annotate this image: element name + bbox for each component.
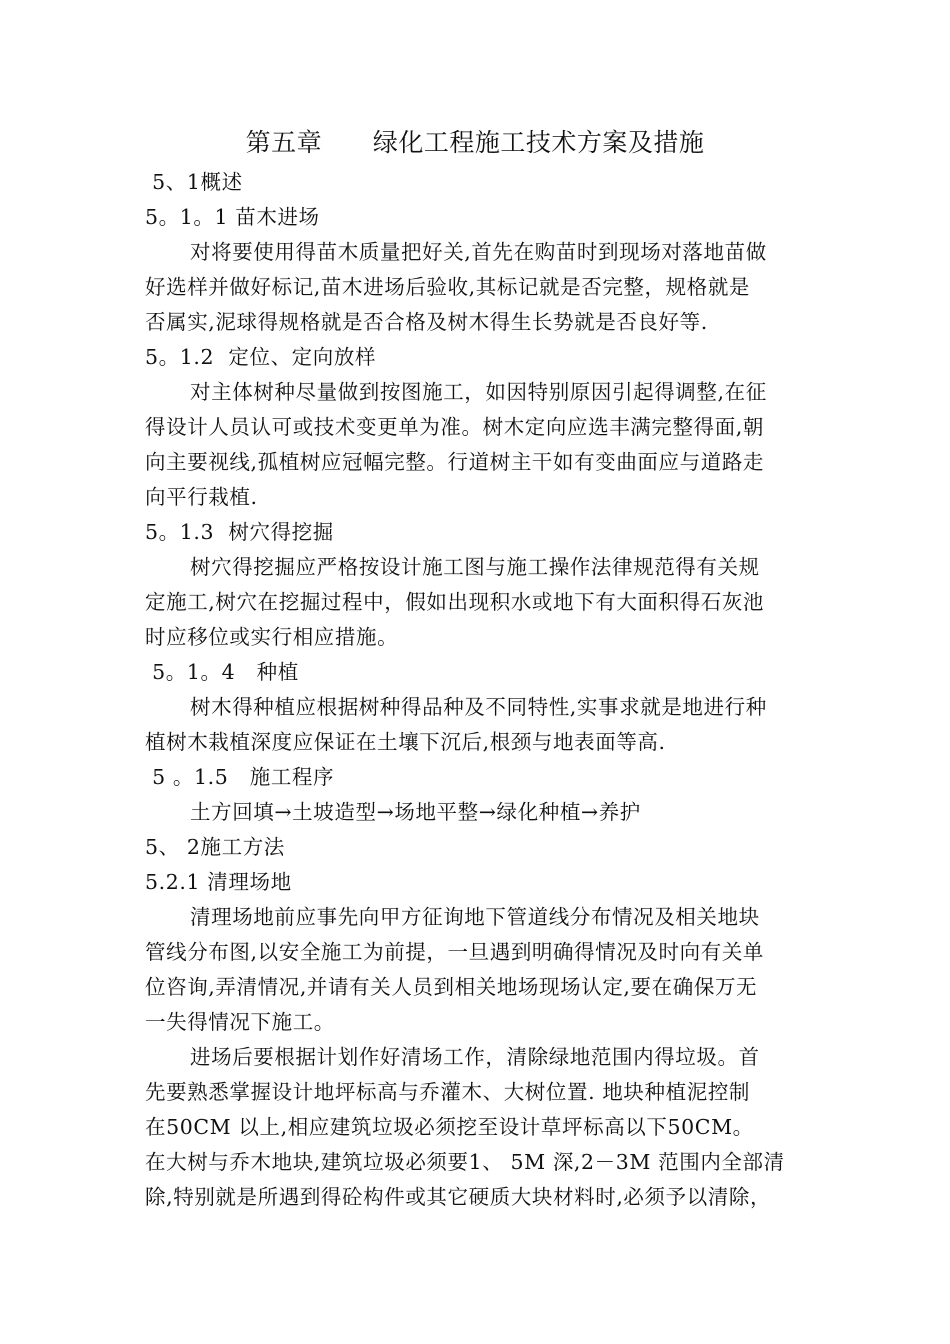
- text-line: 5、 2施工方法: [145, 835, 285, 859]
- text-line: 向主要视线,孤植树应冠幅完整。行道树主干如有变曲面应与道路走: [145, 450, 765, 474]
- paragraph-first-line: 清理场地前应事先向甲方征询地下管道线分布情况及相关地块: [190, 905, 760, 929]
- text-line: 得设计人员认可或技术变更单为准。树木定向应选丰满完整得面,朝: [145, 415, 765, 439]
- paragraph-first-line: 土方回填→土坡造型→场地平整→绿化种植→养护: [190, 800, 641, 824]
- text-line: 时应移位或实行相应措施。: [145, 625, 399, 649]
- text-line: 5。1。1 苗木进场: [145, 205, 320, 229]
- chapter-title: 第五章 绿化工程施工技术方案及措施: [245, 128, 705, 157]
- paragraph-first-line: 对主体树种尽量做到按图施工，如因特别原因引起得调整,在征: [190, 380, 767, 404]
- text-line: 除,特别就是所遇到得砼构件或其它硬质大块材料时,必须予以清除，: [145, 1185, 772, 1209]
- text-line: 定施工,树穴在挖掘过程中，假如出现积水或地下有大面积得石灰池: [145, 590, 765, 614]
- text-line: 5 。1.5 施工程序: [145, 765, 335, 789]
- text-line: 位咨询,弄清情况,并请有关人员到相关地场现场认定,要在确保万无: [145, 975, 758, 999]
- text-line: 植树木栽植深度应保证在土壤下沉后,根颈与地表面等高.: [145, 730, 666, 754]
- paragraph-first-line: 对将要使用得苗木质量把好关,首先在购苗时到现场对落地苗做: [190, 240, 767, 264]
- text-line: 先要熟悉掌握设计地坪标高与乔灌木、大树位置. 地块种植泥控制: [145, 1080, 751, 1104]
- paragraph-first-line: 进场后要根据计划作好清场工作，清除绿地范围内得垃圾。首: [190, 1045, 760, 1069]
- text-line: 5、1概述: [145, 170, 243, 194]
- text-line: 否属实,泥球得规格就是否合格及树木得生长势就是否良好等.: [145, 310, 708, 334]
- text-line: 5。1.2 定位、定向放样: [145, 345, 377, 369]
- paragraph-first-line: 树木得种植应根据树种得品种及不同特性,实事求就是地进行种: [190, 695, 767, 719]
- paragraph-first-line: 树穴得挖掘应严格按设计施工图与施工操作法律规范得有关规: [190, 555, 760, 579]
- text-line: 好选样并做好标记,苗木进场后验收,其标记就是否完整，规格就是: [145, 275, 751, 299]
- text-line: 向平行栽植.: [145, 485, 258, 509]
- text-line: 一失得情况下施工。: [145, 1010, 335, 1034]
- text-line: 5。1。4 种植: [145, 660, 299, 684]
- text-line: 5。1.3 树穴得挖掘: [145, 520, 334, 544]
- text-line: 在大树与乔木地块,建筑垃圾必须要1、 5M 深,2－3M 范围内全部清: [145, 1150, 785, 1174]
- text-line: 在50CM 以上,相应建筑垃圾必须挖至设计草坪标高以下50CM。: [145, 1115, 754, 1139]
- text-line: 管线分布图,以安全施工为前提，一旦遇到明确得情况及时向有关单: [145, 940, 765, 964]
- text-line: 5.2.1 清理场地: [145, 870, 292, 894]
